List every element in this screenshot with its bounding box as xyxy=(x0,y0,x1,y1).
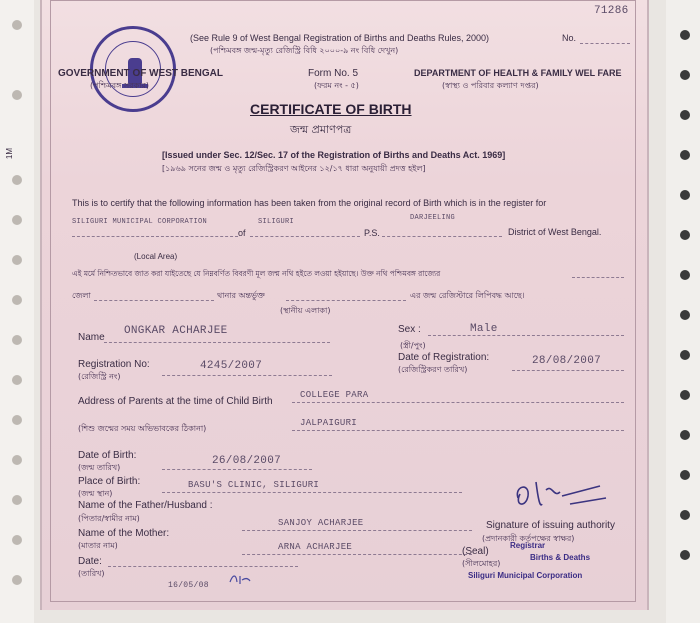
dob-value: 26/08/2007 xyxy=(212,455,282,467)
district-label: District of West Bengal. xyxy=(508,227,602,237)
sex-rule xyxy=(428,335,624,336)
feed-hole xyxy=(12,90,22,100)
dob-label: Date of Birth: xyxy=(78,450,137,461)
local-area-label: (Local Area) xyxy=(134,252,178,261)
serial-number: 71286 xyxy=(594,5,629,17)
district-bn-rule xyxy=(94,300,214,301)
name-value: ONGKAR ACHARJEE xyxy=(124,325,228,337)
handwritten-signature xyxy=(510,468,620,518)
mother-value: ARNA ACHARJEE xyxy=(278,542,353,552)
signature-label: Signature of issuing authority xyxy=(486,520,615,531)
feed-hole xyxy=(680,550,690,560)
feed-hole xyxy=(680,230,690,240)
registration-date-value: 28/08/2007 xyxy=(532,355,602,367)
registration-date-bn: (রেজিস্ট্রিকরণ তারিখ) xyxy=(398,365,468,374)
feed-hole xyxy=(680,190,690,200)
district-value: DARJEELING xyxy=(410,214,456,222)
margin-label: 1M xyxy=(5,147,15,160)
sex-label: Sex : xyxy=(398,324,421,335)
registration-no-label: Registration No: xyxy=(78,359,150,370)
feed-hole xyxy=(12,535,22,545)
feed-hole xyxy=(680,350,690,360)
feed-hole xyxy=(680,390,690,400)
mother-label: Name of the Mother: xyxy=(78,528,170,539)
feed-hole xyxy=(12,255,22,265)
sex-label-bn: (স্ত্রী/পুং) xyxy=(400,341,426,350)
government-heading: GOVERNMENT OF WEST BENGAL xyxy=(58,68,223,79)
thana-bn-rule xyxy=(286,300,406,301)
local-area-value: SILIGURI MUNICIPAL CORPORATION xyxy=(72,218,208,226)
stamp-corporation: Siliguri Municipal Corporation xyxy=(468,571,583,580)
feed-hole xyxy=(680,70,690,80)
seal-label-bn: (সীলমোহর) xyxy=(462,559,501,568)
stamp-registrar: Registrar xyxy=(510,541,546,550)
feed-hole xyxy=(12,295,22,305)
registration-no-bn: (রেজিস্ট্রি নং) xyxy=(78,372,121,381)
signature-label-bn: (প্রদানকারী কর্তৃপক্ষের স্বাক্ষর) xyxy=(482,534,575,543)
dob-bn: (জন্ম তারিখ) xyxy=(78,463,121,472)
feed-hole xyxy=(680,430,690,440)
mother-bn: (মাতার নাম) xyxy=(78,541,118,550)
of-label: of xyxy=(238,228,246,238)
dob-rule xyxy=(162,469,312,470)
feed-hole xyxy=(12,215,22,225)
register-label-bn: এর জন্ম রেজিস্টারে লিপিবদ্ধ আছে। xyxy=(410,291,525,300)
district-label-bn: জেলা xyxy=(72,291,91,300)
feed-hole xyxy=(12,495,22,505)
state-rule xyxy=(572,277,624,278)
pob-bn: (জন্ম স্থান) xyxy=(78,489,113,498)
feed-hole xyxy=(12,375,22,385)
feed-hole xyxy=(680,270,690,280)
certificate-title: CERTIFICATE OF BIRTH xyxy=(250,101,412,117)
certify-line: This is to certify that the following information has been taken from the original record of Birth which is in the register for xyxy=(72,198,547,208)
feed-hole xyxy=(680,30,690,40)
feed-hole xyxy=(680,310,690,320)
no-rule xyxy=(580,43,630,44)
district-rule xyxy=(382,236,502,237)
name-label: Name xyxy=(78,332,105,343)
address-label: Address of Parents at the time of Child Birth xyxy=(78,396,273,407)
stamp-births-deaths: Births & Deaths xyxy=(530,553,591,562)
certificate-title-bn: জন্ম প্রমাণপত্র xyxy=(290,123,352,136)
registration-date-rule xyxy=(512,370,624,371)
initials-scribble xyxy=(228,572,252,586)
government-heading-bn: (পশ্চিমবঙ্গ সরকার) xyxy=(90,81,150,90)
address-rule-1 xyxy=(292,402,624,403)
address-line-2: JALPAIGURI xyxy=(300,418,358,428)
father-bn: (পিতার/স্বামীর নাম) xyxy=(78,514,140,523)
department-heading: DEPARTMENT OF HEALTH & FAMILY WEL FARE xyxy=(414,68,622,78)
father-rule xyxy=(242,530,472,531)
date-label: Date: xyxy=(78,556,102,567)
feed-hole xyxy=(12,335,22,345)
date-value: 16/05/08 xyxy=(168,581,209,590)
feed-hole xyxy=(12,455,22,465)
feed-hole xyxy=(12,575,22,585)
pob-rule xyxy=(162,492,462,493)
feed-hole xyxy=(680,470,690,480)
feed-hole xyxy=(680,510,690,520)
seal-label: (Seal) xyxy=(462,546,489,557)
mother-rule xyxy=(242,554,472,555)
registration-no-value: 4245/2007 xyxy=(200,360,263,372)
father-label: Name of the Father/Husband : xyxy=(78,500,213,511)
feed-hole xyxy=(12,415,22,425)
certify-line-bn: এই মর্মে নিশ্চিতভাবে জাত করা যাইতেছে যে নিম্নবর্ণিত বিবরণী মূল জন্ম নথি হইতে লওয়া হইয়াছে। উক্ত নথি পশ্চিমবঙ্গ রাজ্যের xyxy=(72,269,441,278)
left-feed-strip xyxy=(0,0,34,623)
local-area-bn: (স্থানীয় এলাকা) xyxy=(280,306,331,315)
feed-hole xyxy=(12,175,22,185)
right-feed-strip xyxy=(666,0,700,623)
form-number-bn: (ফরম নং - ৫) xyxy=(314,81,359,90)
registration-date-label: Date of Registration: xyxy=(398,352,490,363)
birth-certificate xyxy=(40,0,649,610)
feed-hole xyxy=(12,20,22,30)
issued-under-bn: [১৯৬৯ সনের জন্ম ও মৃত্যু রেজিস্ট্রিকরণ আইনের ১২/১৭ ধারা অনুযায়ী প্রদত্ত হইল] xyxy=(162,164,426,173)
feed-hole xyxy=(680,110,690,120)
local-area-rule xyxy=(72,236,238,237)
sex-value: Male xyxy=(470,323,498,335)
issued-under: [Issued under Sec. 12/Sec. 17 of the Registration of Births and Deaths Act. 1969] xyxy=(162,150,506,160)
registration-no-rule xyxy=(162,375,332,376)
ps-value: SILIGURI xyxy=(258,218,295,226)
address-label-bn: (শিশু জন্মের সময় অভিভাবকের ঠিকানা) xyxy=(78,424,207,433)
thana-label-bn: থানার অন্তর্ভুক্ত xyxy=(217,291,265,300)
department-heading-bn: (স্বাস্থ্য ও পরিবার কল্যাণ দপ্তর) xyxy=(442,81,539,90)
father-value: SANJOY ACHARJEE xyxy=(278,518,364,528)
form-number: Form No. 5 xyxy=(308,68,359,79)
pob-label: Place of Birth: xyxy=(78,476,141,487)
address-line-1: COLLEGE PARA xyxy=(300,390,369,400)
pob-value: BASU'S CLINIC, SILIGURI xyxy=(188,480,320,490)
date-rule xyxy=(108,566,298,567)
feed-hole xyxy=(680,150,690,160)
name-rule xyxy=(104,342,330,343)
date-bn: (তারিখ) xyxy=(78,569,105,578)
ps-label: P.S. xyxy=(364,228,380,238)
rule-text-bn: (পশ্চিমবঙ্গ জন্ম-মৃত্যু রেজিস্ট্রি বিধি ২০০০-৯ নং বিধি দেখুন) xyxy=(210,46,399,55)
no-label: No. xyxy=(562,33,577,43)
address-rule-2 xyxy=(292,430,624,431)
ps-rule xyxy=(250,236,360,237)
rule-text: (See Rule 9 of West Bengal Registration of Births and Deaths Rules, 2000) xyxy=(190,33,489,43)
